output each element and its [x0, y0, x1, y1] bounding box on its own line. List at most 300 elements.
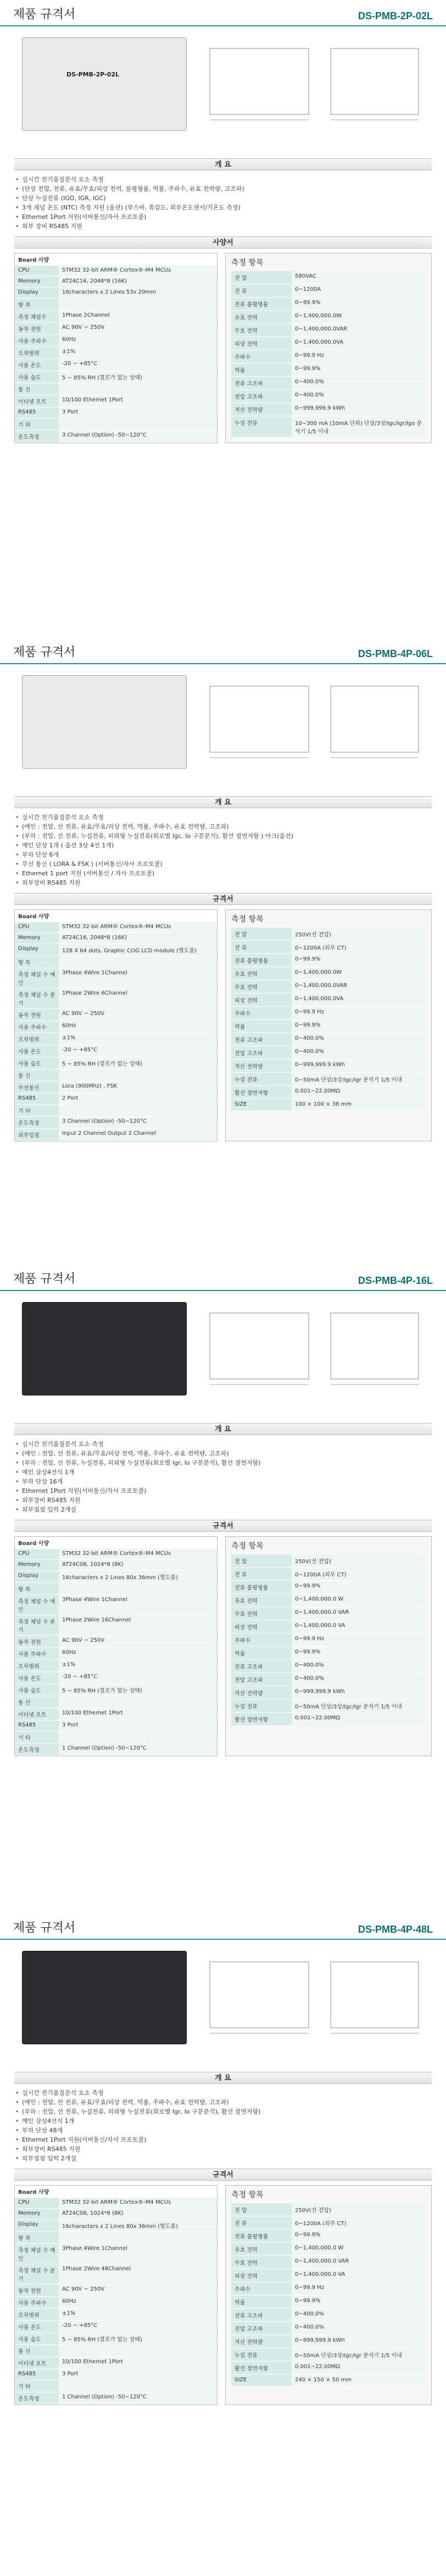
measurement-row: [231, 284, 426, 297]
measurement-value: 0~99.9%: [292, 2296, 426, 2308]
board-spec-table: [14, 2185, 218, 2405]
measurement-row: [231, 1686, 426, 1700]
title-bar: [0, 1265, 446, 1291]
page-title: 제품 규격서: [13, 8, 76, 21]
board-row-key: Memory: [15, 277, 59, 287]
board-row-value: AC 90V ~ 250V: [59, 1636, 217, 1647]
measurement-row: [231, 297, 426, 311]
measurement-key: 전 류: [231, 941, 292, 953]
measurement-row: [231, 403, 426, 416]
measurement-value: 0~1,400,000.0VAR: [292, 980, 426, 993]
board-row-key: 오차범위: [15, 1033, 59, 1045]
board-row: [15, 311, 217, 323]
measurement-value: 580VAC: [292, 271, 426, 284]
board-row: [15, 1708, 217, 1720]
board-row-value: 3Phase 4Wire 1Channel: [59, 1595, 217, 1615]
board-header-row: [15, 2186, 217, 2198]
board-row-key: 사용 주파수: [15, 2297, 59, 2308]
board-row-value: [59, 299, 217, 310]
board-row: [15, 407, 217, 418]
board-row-key: Display: [15, 288, 59, 298]
board-row-value: Lora (900Mhz) , FSK: [59, 1082, 217, 1093]
measurement-key: 전압 고조파: [231, 2322, 292, 2335]
overview-item: • (단상 전압, 전류, 유효/무효/피상 전력, 불평형률, 역률, 주파수, 유효 전력량, 고조파): [14, 184, 432, 194]
measurement-value: 0~1,400,000.0 VA: [292, 1620, 426, 1633]
measurement-key: SIZE: [231, 1099, 292, 1111]
measurement-row: [231, 363, 426, 377]
board-row: [15, 2321, 217, 2333]
board-row-value: 3 Port: [59, 407, 217, 418]
board-row: [15, 371, 217, 383]
overview-heading: 개 요: [14, 796, 432, 808]
board-row: [15, 323, 217, 335]
board-row-value: AT24C16, 2048*8 (16K): [59, 933, 217, 944]
measurement-row: [231, 311, 426, 324]
board-row-key: CPU: [15, 1549, 59, 1559]
board-row: [15, 1057, 217, 1069]
board-row-key: 사용 주파수: [15, 1648, 59, 1659]
measurement-row: [231, 1554, 426, 1568]
spec-heading: 규격서: [14, 2169, 432, 2181]
overview-list: [14, 1439, 432, 1514]
board-row-key: 측정 채널 수 예인: [15, 968, 59, 988]
board-row-key: 통 신: [15, 2345, 59, 2357]
measurement-table: [225, 1536, 432, 1756]
board-row: [15, 359, 217, 371]
measurement-key: 주파수: [231, 1634, 292, 1646]
measurement-row: [231, 1634, 426, 1647]
measurement-value: 0~400.0%: [292, 1033, 426, 1046]
board-row: [15, 1583, 217, 1595]
board-row: [15, 2232, 217, 2244]
measurement-row: [231, 1581, 426, 1594]
overview-item: • Ethernet 1Port 지원(서버통신/자사 프로토콜): [14, 2135, 432, 2144]
board-row: [15, 299, 217, 311]
board-row-key: 무선통신: [15, 1082, 59, 1093]
measurement-value: 250V(선 전압): [292, 928, 426, 940]
product-photo: [22, 1951, 187, 2044]
measurement-row: [231, 1020, 426, 1033]
measurement-value: 0~400.0%: [292, 390, 426, 402]
measurement-value: 0~99.9 Hz: [292, 1634, 426, 1646]
board-row: [15, 1009, 217, 1021]
spec-content: [14, 1536, 432, 1756]
board-row-value: 16characters x 2 Lines 80x 36mm (별도품): [59, 1571, 217, 1582]
measurement-value: 250V(선 전압): [292, 1554, 426, 1567]
measurement-value: 0~99.9%: [292, 363, 426, 376]
board-row-key: 온도측정: [15, 1117, 59, 1128]
overview-item: • 실시간 전기품질분석 요소 측정: [14, 175, 432, 184]
overview-item: • Ethernet 1Port 지원(서버통신/자사 프로토콜): [14, 212, 432, 222]
measurement-row: [231, 941, 426, 954]
board-row: [15, 1069, 217, 1082]
measurement-value: 0~99.9%: [292, 1581, 426, 1593]
board-row-key: 기 타: [15, 1731, 59, 1743]
measurement-key: 피상 전력: [231, 337, 292, 350]
board-row-value: 1Phase 2Wire 48Channel: [59, 2264, 217, 2284]
board-row-value: 128 X 64 dots, Graphic COG LCD module (별도품): [59, 944, 217, 956]
board-row: [15, 1549, 217, 1560]
measurement-key: 활선 절연저항: [231, 1713, 292, 1725]
board-row-value: 3Phase 4Wire 1Channel: [59, 968, 217, 988]
board-row-key: 이더넷 포트: [15, 395, 59, 407]
measurement-value: 0~999,999.9 kWh: [292, 2335, 426, 2348]
overview-heading: 개 요: [14, 158, 432, 170]
board-table: [14, 909, 218, 1141]
board-row: [15, 1720, 217, 1731]
measurement-key: 전 압: [231, 2203, 292, 2216]
measurement-key: 무효 전력: [231, 1607, 292, 1620]
overview-item: • 부하 단상 6개: [14, 850, 432, 859]
board-row-key: 동작 전원: [15, 2285, 59, 2296]
board-row: [15, 2209, 217, 2220]
spec-content: [14, 909, 432, 1141]
board-row-key: 측정 채널 수 예인: [15, 2244, 59, 2264]
overview-item: • (부하 : 전압, 선 전류, 누설전류, 피뢰형 누설전류(회로별 Igc, Io 구분분석), 활선 절연저항 ) 아크(옵션): [14, 831, 432, 841]
overview-item: • 실시간 전기품질분석 요소 측정: [14, 2088, 432, 2098]
measurement-table: [225, 253, 432, 443]
board-row: [15, 288, 217, 299]
board-row-value: ±1%: [59, 1033, 217, 1045]
measurement-key: 전 류: [231, 1568, 292, 1580]
board-row-key: 항 목: [15, 1583, 59, 1595]
measurement-row: [231, 2216, 426, 2230]
board-row-value: 1Phase 2Channel: [59, 311, 217, 322]
board-row: [15, 2333, 217, 2345]
measurement-value: 0~999,999.9 kWh: [292, 1686, 426, 1699]
measurement-key: 유효 전력: [231, 311, 292, 323]
board-row-value: STM32 32-bit ARM® Cortex®-M4 MCUs: [59, 922, 217, 933]
measurement-row: [231, 2203, 426, 2216]
board-row-key: RS485: [15, 1720, 59, 1731]
board-row-value: ±1%: [59, 2309, 217, 2320]
board-row: [15, 335, 217, 347]
measurement-key: 유효 전력: [231, 967, 292, 980]
overview-item: • 부하 단상 16개: [14, 1477, 432, 1486]
board-table: [14, 1536, 218, 1756]
board-row: [15, 968, 217, 989]
measurement-value: 0~1,400,000.0W: [292, 967, 426, 980]
model-number: DS-PMB-2P-02L: [358, 10, 433, 21]
measurement-row: [231, 2256, 426, 2269]
board-row: [15, 2297, 217, 2309]
overview-list: [14, 2088, 432, 2163]
board-row-key: 측정 채널수: [15, 311, 59, 322]
board-row-key: 통 신: [15, 383, 59, 395]
board-row-value: [59, 418, 217, 430]
measurement-heading: 측정 항목: [231, 258, 264, 267]
board-row-key: 기 타: [15, 418, 59, 430]
measurement-value: 0~400.0%: [292, 2309, 426, 2321]
board-row-key: Memory: [15, 2209, 59, 2219]
measurement-key: 전류 고조파: [231, 1660, 292, 1673]
board-header-row: [15, 910, 217, 922]
board-row-key: RS485: [15, 407, 59, 418]
measurement-key: 전 압: [231, 1554, 292, 1567]
measurement-row: [231, 416, 426, 438]
board-row: [15, 1648, 217, 1660]
measurement-key: 전류 고조파: [231, 2309, 292, 2321]
board-row-key: 사용 습도: [15, 371, 59, 383]
board-row-value: [59, 2345, 217, 2357]
board-row-value: [59, 1583, 217, 1595]
board-table: [14, 2185, 218, 2405]
board-row-key: CPU: [15, 922, 59, 933]
board-header-row: [15, 1537, 217, 1549]
measurement-row: [231, 2296, 426, 2309]
board-row: [15, 989, 217, 1009]
board-row-value: 3 Channel (Option) -50~120°C: [59, 431, 217, 442]
board-row-key: 오차범위: [15, 2309, 59, 2320]
board-row-key: CPU: [15, 2198, 59, 2208]
measurement-row: [231, 350, 426, 363]
dimension-drawing: [204, 37, 435, 131]
board-row: [15, 2264, 217, 2285]
measurement-key: 역률: [231, 1647, 292, 1659]
board-row: [15, 956, 217, 968]
device-label: DS-PMB-2P-02L: [66, 71, 119, 78]
board-header-empty: [59, 253, 217, 265]
measurement-row: [231, 994, 426, 1007]
board-row-key: Display: [15, 944, 59, 956]
measurement-row: [231, 1700, 426, 1713]
measurement-row: [231, 1007, 426, 1020]
measurement-value: 0~99.9 Hz: [292, 2282, 426, 2295]
measurement-key: 전류 불평형률: [231, 2230, 292, 2242]
measurement-value: 0~1200A (외부 CT): [292, 2216, 426, 2229]
measurement-row: [231, 1620, 426, 1634]
dimension-drawing: [204, 675, 435, 769]
board-row-key: 이더넷 포트: [15, 2357, 59, 2369]
measurement-key: 전 류: [231, 2216, 292, 2229]
board-row: [15, 1696, 217, 1708]
board-row-key: 사용 습도: [15, 1057, 59, 1069]
board-row-value: 1 Channel (Option) -50~120°C: [59, 1744, 217, 1755]
board-row: [15, 266, 217, 277]
spec-heading: 규격서: [14, 893, 432, 905]
product-section: [0, 0, 446, 638]
board-row: [15, 1595, 217, 1615]
measurement-row: [231, 1046, 426, 1060]
board-row: [15, 933, 217, 944]
board-row: [15, 395, 217, 407]
board-row-key: 동작 전원: [15, 1636, 59, 1647]
board-spec-table: [14, 253, 218, 443]
board-row-value: AT24C16, 2048*8 (16K): [59, 277, 217, 287]
board-row: [15, 2380, 217, 2392]
measurement-key: 활선 절연저항: [231, 2362, 292, 2374]
measurement-row: [231, 928, 426, 941]
board-row-key: 측정 채널 수 분기: [15, 1615, 59, 1635]
spec-heading: 사양서: [14, 236, 432, 249]
measurement-row: [231, 1713, 426, 1726]
board-row-value: 60Hz: [59, 335, 217, 346]
board-row: [15, 1684, 217, 1696]
board-row-key: 사용 온도: [15, 359, 59, 371]
board-row-key: 외부입점: [15, 1129, 59, 1140]
board-row-value: 10/100 Ethernet 1Port: [59, 2357, 217, 2369]
title-bar: [0, 0, 446, 26]
overview-item: • Ethernet 1Port 지원(서버통신/자사 프로토콜): [14, 1486, 432, 1496]
board-row-value: AC 90V ~ 250V: [59, 323, 217, 334]
measurement-key: 역률: [231, 2296, 292, 2308]
board-row: [15, 347, 217, 359]
overview-item: • (예인 : 전압, 선 전류, 유효/무효/피상 전력, 역률, 주파수, 유효 전력량, 고조파): [14, 822, 432, 831]
measurement-value: 0~1,400,000.0 VAR: [292, 1607, 426, 1620]
board-header-label: Board 사양: [15, 1537, 59, 1548]
measurement-row: [231, 1673, 426, 1686]
board-row-value: [59, 2232, 217, 2243]
product-photo: [22, 1302, 187, 1395]
board-row: [15, 1094, 217, 1105]
measurement-key: 누설 전류: [231, 416, 292, 437]
measurement-value: 0~999,999.9 kWh: [292, 403, 426, 416]
overview-item: • (예인 : 전압, 선 전류, 유효/무효/피상 전력, 역률, 주파수, 유효 전력량, 고조파): [14, 1449, 432, 1458]
overview-item: • Ethernet 1 port 지원 (서버통신 / 자사 프로토콜): [14, 869, 432, 878]
board-row-value: STM32 32-bit ARM® Cortex®-M4 MCUs: [59, 1549, 217, 1559]
board-row-key: 항 목: [15, 956, 59, 968]
product-section: [0, 1265, 446, 1913]
measurement-value: 100 × 100 × 38 mm: [292, 1099, 426, 1111]
board-row-value: 2 Port: [59, 1094, 217, 1104]
measurement-row: [231, 2322, 426, 2335]
board-row-key: RS485: [15, 1094, 59, 1104]
model-number: DS-PMB-4P-16L: [358, 1275, 433, 1286]
overview-item: • 외부 장비 RS485 지원: [14, 222, 432, 231]
measurement-value: 0~99.9%: [292, 954, 426, 967]
measurement-row: [231, 2362, 426, 2375]
board-row-value: -20 ~ +85°C: [59, 2321, 217, 2332]
measurement-key: 피상 전력: [231, 994, 292, 1006]
measurement-key: 전압 고조파: [231, 1046, 292, 1059]
measurement-key: 전류 불평형률: [231, 954, 292, 967]
measurement-key: 누설 전류: [231, 1073, 292, 1085]
measurement-key: 피상 전력: [231, 2269, 292, 2282]
board-row-key: 사용 습도: [15, 2333, 59, 2345]
board-row-key: 사용 온도: [15, 1045, 59, 1057]
board-row-value: AT24C08, 1024*8 (8K): [59, 1560, 217, 1570]
measurement-key: 적산 전력량: [231, 2335, 292, 2348]
board-row-value: 1 Channel (Option) -50~120°C: [59, 2392, 217, 2404]
spec-content: [14, 2185, 432, 2405]
board-row-value: 16characters x 2 Lines 80x 36mm (별도품): [59, 2220, 217, 2231]
measurement-value: 0.001~22.00MΩ: [292, 2362, 426, 2374]
board-row-value: 5 ~ 85% RH (결로가 없는 상태): [59, 1684, 217, 1696]
board-row: [15, 418, 217, 431]
board-row-key: 측정 채널 수 분기: [15, 989, 59, 1008]
spec-content: [14, 253, 432, 443]
board-row: [15, 1744, 217, 1756]
measurement-row: [231, 2230, 426, 2243]
measurement-value: 0~1200A (외부 CT): [292, 941, 426, 953]
board-row-key: Display: [15, 1571, 59, 1582]
product-images: [0, 1291, 446, 1423]
measurement-row: [231, 2335, 426, 2348]
measurement-row: [231, 2282, 426, 2296]
board-row: [15, 944, 217, 956]
measurement-row: [231, 1607, 426, 1620]
measurement-value: 0~400.0%: [292, 377, 426, 389]
measurement-table: [225, 2185, 432, 2405]
measurement-value: 0~1200A: [292, 284, 426, 297]
board-row-value: 3 Port: [59, 1720, 217, 1731]
board-row-key: 측정 채널 수 예인: [15, 1595, 59, 1615]
board-row-value: [59, 956, 217, 968]
measurement-key: 적산 전력량: [231, 1060, 292, 1072]
measurement-value: 0~400.0%: [292, 1673, 426, 1686]
measurement-row: [231, 1594, 426, 1607]
measurement-key: 누설 전류: [231, 1700, 292, 1712]
measurement-row: [231, 2348, 426, 2362]
model-number: DS-PMB-4P-06L: [358, 648, 433, 659]
measurement-value: 0~1,400,000.0VA: [292, 337, 426, 350]
measurement-value: 0~1,400,000.0 W: [292, 2243, 426, 2255]
board-row: [15, 922, 217, 933]
measurement-value: 0~400.0%: [292, 2322, 426, 2335]
board-row: [15, 2369, 217, 2380]
board-row-key: 사용 온도: [15, 2321, 59, 2332]
board-row: [15, 2345, 217, 2357]
measurement-key: 전류 고조파: [231, 377, 292, 389]
measurement-value: 0~1,400,000.0VAR: [292, 324, 426, 337]
measurement-key: 적산 전력량: [231, 1686, 292, 1699]
board-row-value: 10/100 Ethernet 1Port: [59, 1708, 217, 1720]
measurement-value: 0~99.9%: [292, 1647, 426, 1659]
measurement-row: [231, 390, 426, 403]
measurement-value: 0~50mA 단상/3상/Igc/Igr 분석기 1/5 이내: [292, 1700, 426, 1712]
board-row-key: RS485: [15, 2369, 59, 2380]
overview-item: • 실시간 전기품질분석 요소 측정: [14, 813, 432, 822]
measurement-key: 주파수: [231, 1007, 292, 1019]
board-row: [15, 1021, 217, 1033]
overview-heading: 개 요: [14, 2072, 432, 2084]
measurement-value: 250V(선 전압): [292, 2203, 426, 2216]
measurement-key: 피상 전력: [231, 1620, 292, 1633]
measurement-value: 0.001~22.00MΩ: [292, 1086, 426, 1099]
measurement-row: [231, 980, 426, 994]
overview-item: • 예인 삼상4선식 1개: [14, 2116, 432, 2126]
board-row-value: -20 ~ +85°C: [59, 359, 217, 371]
measurement-key: 전압 고조파: [231, 1673, 292, 1686]
board-row-value: 60Hz: [59, 1648, 217, 1659]
measurement-value: 10~300 mA (10mA 단위) 단상/3상/Igc/Igr/Igo 분석기 1/5 이내: [292, 416, 426, 437]
overview-item: • 외부장비 RS485 지원: [14, 2144, 432, 2154]
board-row-key: Memory: [15, 1560, 59, 1570]
board-row-key: CPU: [15, 266, 59, 276]
board-row-value: [59, 1731, 217, 1743]
board-row-value: AT24C08, 1024*8 (8K): [59, 2209, 217, 2219]
board-row-key: 오차범위: [15, 347, 59, 358]
product-images: [0, 26, 446, 158]
board-row-key: Memory: [15, 933, 59, 944]
board-row: [15, 1045, 217, 1057]
measurement-row: [231, 337, 426, 350]
board-row-value: Input 2 Channel Output 2 Channel: [59, 1129, 217, 1140]
board-row-key: 통 신: [15, 1696, 59, 1708]
model-number: DS-PMB-4P-48L: [358, 1924, 433, 1935]
measurement-heading: 측정 항목: [231, 2191, 264, 2199]
board-header-label: Board 사양: [15, 253, 59, 265]
measurement-value: 0~400.0%: [292, 1660, 426, 1673]
measurement-row: [231, 271, 426, 284]
measurement-row: [231, 1660, 426, 1673]
board-row-value: [59, 1069, 217, 1081]
measurement-value: 0~999,999.9 kWh: [292, 1060, 426, 1072]
measurement-key: 적산 전력량: [231, 403, 292, 416]
board-row: [15, 383, 217, 395]
board-row: [15, 1082, 217, 1094]
measurement-value: 0~99.9 Hz: [292, 350, 426, 363]
